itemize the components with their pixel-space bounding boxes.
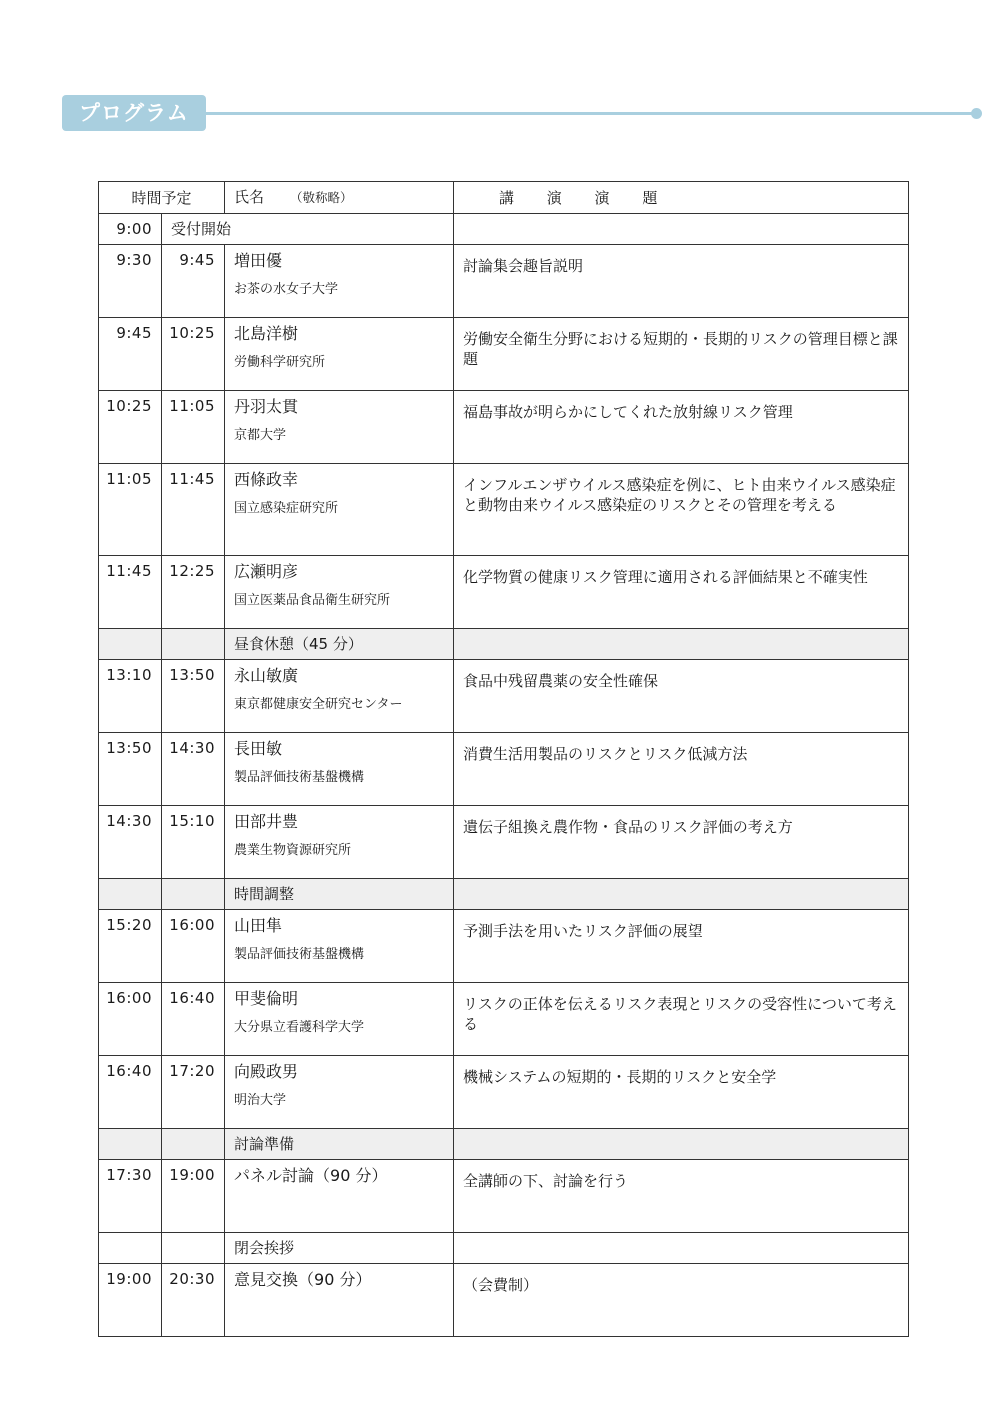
session-row xyxy=(99,983,909,1056)
speaker-affiliation: 東京都健康安全研究センター xyxy=(234,697,403,712)
speaker-name: 永山敏廣 xyxy=(234,666,299,685)
end-time: 9:45 xyxy=(162,245,225,318)
end-time: 16:40 xyxy=(162,983,225,1056)
empty-cell xyxy=(454,214,909,245)
speaker-name: 増田優 xyxy=(234,251,283,270)
start-time: 11:45 xyxy=(99,556,162,629)
empty-cell xyxy=(454,629,909,660)
empty-cell xyxy=(99,879,162,910)
speaker-cell xyxy=(225,910,454,983)
speaker-affiliation: お茶の水女子大学 xyxy=(234,282,339,297)
talk-title: 食品中残留農薬の安全性確保 xyxy=(454,660,909,733)
end-time: 20:30 xyxy=(162,1264,225,1337)
empty-cell xyxy=(162,1129,225,1160)
speaker-name: 北島洋樹 xyxy=(234,324,299,343)
speaker-affiliation: 製品評価技術基盤機構 xyxy=(234,770,365,785)
talk-title: 化学物質の健康リスク管理に適用される評価結果と不確実性 xyxy=(454,556,909,629)
speaker-name: 山田隼 xyxy=(234,916,283,935)
end-time: 14:30 xyxy=(162,733,225,806)
break-label: 討論準備 xyxy=(225,1129,454,1160)
session-row xyxy=(99,660,909,733)
start-time: 16:00 xyxy=(99,983,162,1056)
end-time: 13:50 xyxy=(162,660,225,733)
talk-title: 全講師の下、討論を行う xyxy=(454,1160,909,1233)
session-row xyxy=(99,806,909,879)
reception-label: 受付開始 xyxy=(162,214,454,245)
speaker-affiliation: 大分県立看護科学大学 xyxy=(234,1020,365,1035)
talk-title: 討論集会趣旨説明 xyxy=(454,245,909,318)
header-title: 講 演 演 題 xyxy=(454,182,909,214)
start-time: 13:10 xyxy=(99,660,162,733)
talk-title: リスクの正体を伝えるリスク表現とリスクの受容性について考える xyxy=(454,983,909,1056)
closing-row xyxy=(99,1233,909,1264)
session-row xyxy=(99,318,909,391)
speaker-affiliation: 労働科学研究所 xyxy=(234,355,326,370)
banner-line xyxy=(206,112,976,115)
speaker-cell xyxy=(225,556,454,629)
end-time: 15:10 xyxy=(162,806,225,879)
talk-title: 予測手法を用いたリスク評価の展望 xyxy=(454,910,909,983)
break-label: 昼食休憩（45 分） xyxy=(225,629,454,660)
talk-title: 福島事故が明らかにしてくれた放射線リスク管理 xyxy=(454,391,909,464)
banner-dot xyxy=(971,108,982,119)
empty-cell xyxy=(162,879,225,910)
session-row xyxy=(99,391,909,464)
speaker-name: 長田敏 xyxy=(234,739,283,758)
session-row xyxy=(99,1056,909,1129)
speaker-cell xyxy=(225,245,454,318)
talk-title: インフルエンザウイルス感染症を例に、ヒト由来ウイルス感染症と動物由来ウイルス感染症のリスクとその管理を考える xyxy=(454,464,909,556)
speaker-name: 丹羽太貫 xyxy=(234,397,299,416)
speaker-name: 甲斐倫明 xyxy=(234,989,299,1008)
talk-title: 消費生活用製品のリスクとリスク低減方法 xyxy=(454,733,909,806)
speaker-cell xyxy=(225,1264,454,1337)
speaker-name: パネル討論（90 分） xyxy=(234,1166,388,1185)
empty-cell xyxy=(454,1233,909,1264)
reception-row xyxy=(99,214,909,245)
speaker-name: 田部井豊 xyxy=(234,812,299,831)
end-time: 10:25 xyxy=(162,318,225,391)
session-row xyxy=(99,1264,909,1337)
program-table xyxy=(98,181,909,1337)
reception-time: 9:00 xyxy=(99,214,162,245)
session-row xyxy=(99,556,909,629)
start-time: 9:45 xyxy=(99,318,162,391)
start-time: 16:40 xyxy=(99,1056,162,1129)
speaker-affiliation: 農業生物資源研究所 xyxy=(234,843,352,858)
speaker-affiliation: 国立感染症研究所 xyxy=(234,501,339,516)
start-time: 11:05 xyxy=(99,464,162,556)
start-time: 14:30 xyxy=(99,806,162,879)
break-row xyxy=(99,1129,909,1160)
speaker-cell xyxy=(225,391,454,464)
talk-title: 労働安全衛生分野における短期的・長期的リスクの管理目標と課題 xyxy=(454,318,909,391)
speaker-cell xyxy=(225,318,454,391)
talk-title: 遺伝子組換え農作物・食品のリスク評価の考え方 xyxy=(454,806,909,879)
speaker-affiliation: 製品評価技術基盤機構 xyxy=(234,947,365,962)
speaker-affiliation: 明治大学 xyxy=(234,1093,287,1108)
talk-title: 機械システムの短期的・長期的リスクと安全学 xyxy=(454,1056,909,1129)
session-row xyxy=(99,733,909,806)
speaker-name: 西條政幸 xyxy=(234,470,299,489)
end-time: 11:05 xyxy=(162,391,225,464)
speaker-name: 広瀬明彦 xyxy=(234,562,299,581)
break-label: 時間調整 xyxy=(225,879,454,910)
speaker-cell xyxy=(225,733,454,806)
header-name xyxy=(225,182,454,214)
break-label: 閉会挨拶 xyxy=(225,1233,454,1264)
start-time: 19:00 xyxy=(99,1264,162,1337)
empty-cell xyxy=(454,879,909,910)
session-row xyxy=(99,245,909,318)
header-name-note: （敬称略） xyxy=(290,190,353,205)
speaker-cell xyxy=(225,660,454,733)
header-name-label: 氏名 xyxy=(234,188,265,206)
header-time: 時間予定 xyxy=(99,182,225,214)
break-row xyxy=(99,879,909,910)
speaker-cell xyxy=(225,983,454,1056)
section-banner xyxy=(62,95,922,131)
speaker-affiliation: 国立医薬品食品衛生研究所 xyxy=(234,593,391,608)
speaker-cell xyxy=(225,464,454,556)
end-time: 12:25 xyxy=(162,556,225,629)
speaker-name: 意見交換（90 分） xyxy=(234,1270,372,1289)
end-time: 19:00 xyxy=(162,1160,225,1233)
start-time: 17:30 xyxy=(99,1160,162,1233)
table-header-row xyxy=(99,182,909,214)
speaker-name: 向殿政男 xyxy=(234,1062,299,1081)
end-time: 17:20 xyxy=(162,1056,225,1129)
empty-cell xyxy=(162,1233,225,1264)
end-time: 11:45 xyxy=(162,464,225,556)
session-row xyxy=(99,910,909,983)
empty-cell xyxy=(99,1129,162,1160)
start-time: 9:30 xyxy=(99,245,162,318)
session-row xyxy=(99,464,909,556)
speaker-cell xyxy=(225,1160,454,1233)
start-time: 13:50 xyxy=(99,733,162,806)
speaker-cell xyxy=(225,1056,454,1129)
session-row xyxy=(99,1160,909,1233)
speaker-cell xyxy=(225,806,454,879)
break-row xyxy=(99,629,909,660)
start-time: 15:20 xyxy=(99,910,162,983)
end-time: 16:00 xyxy=(162,910,225,983)
start-time: 10:25 xyxy=(99,391,162,464)
empty-cell xyxy=(99,1233,162,1264)
section-title: プログラム xyxy=(62,95,206,131)
speaker-affiliation: 京都大学 xyxy=(234,428,287,443)
talk-title: （会費制） xyxy=(454,1264,909,1337)
empty-cell xyxy=(454,1129,909,1160)
empty-cell xyxy=(99,629,162,660)
empty-cell xyxy=(162,629,225,660)
